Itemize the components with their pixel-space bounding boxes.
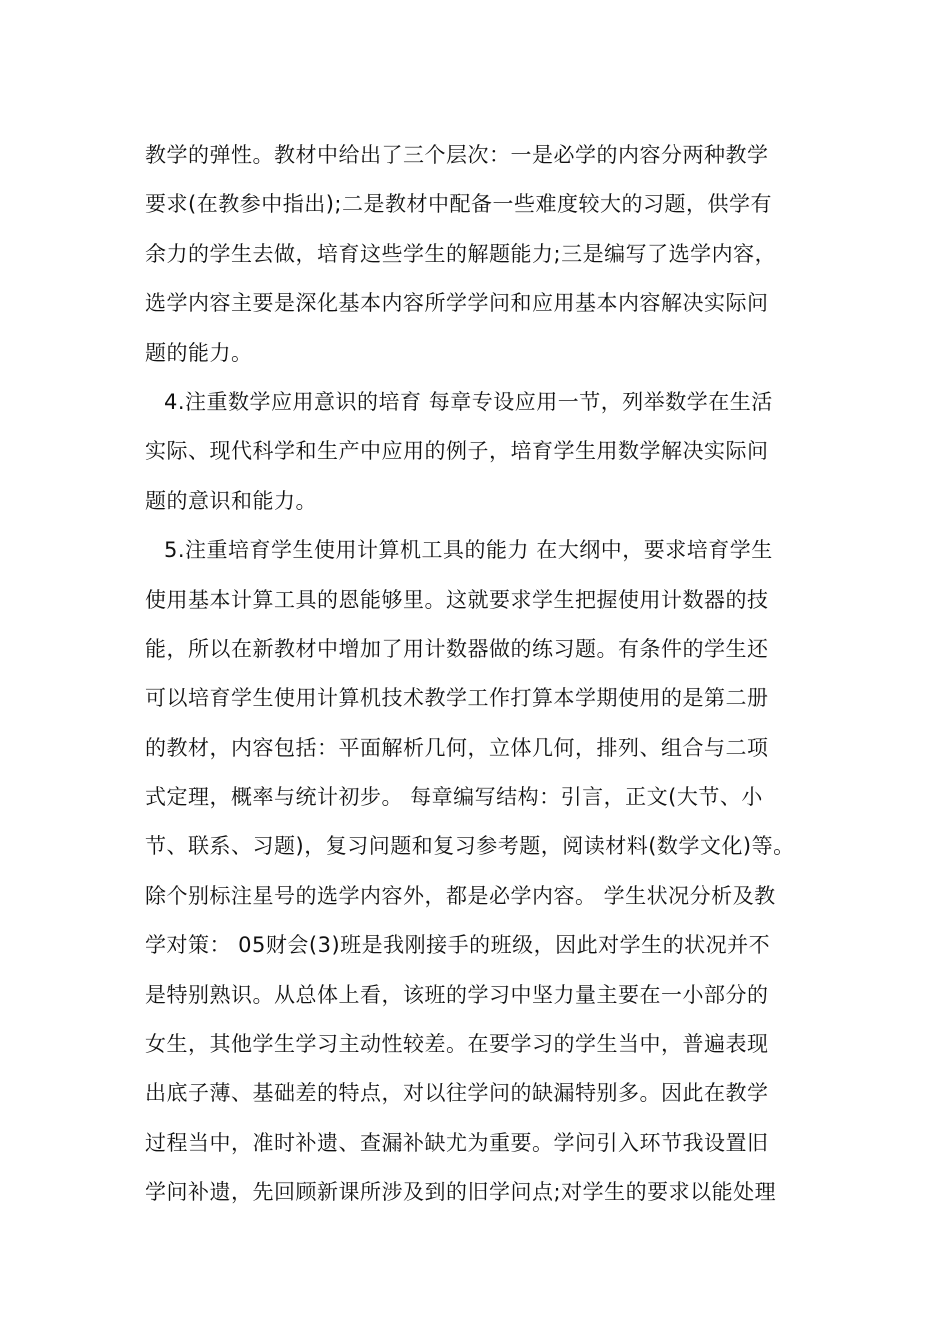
- text-line: 选学内容主要是深化基本内容所学学问和应用基本内容解决实际问: [145, 291, 769, 316]
- text-line: 5.注重培育学生使用计算机工具的能力 在大纲中，要求培育学生: [164, 538, 773, 563]
- text-line: 节、联系、习题)，复习问题和复习参考题，阅读材料(数学文化)等。: [145, 834, 795, 859]
- text-line: 除个别标注星号的选学内容外，都是必学内容。 学生状况分析及教: [145, 883, 776, 908]
- body-text: [145, 131, 825, 1218]
- text-line: 4.注重数学应用意识的培育 每章专设应用一节，列举数学在生活: [164, 389, 773, 414]
- text-line: 使用基本计算工具的恩能够里。这就要求学生把握使用计数器的技: [145, 587, 769, 612]
- text-line: 教学的弹性。教材中给出了三个层次：一是必学的内容分两种教学: [145, 143, 769, 167]
- text-line: 题的能力。: [145, 340, 253, 365]
- text-line: 实际、现代科学和生产中应用的例子，培育学生用数学解决实际问: [145, 439, 769, 464]
- text-line: 的教材，内容包括：平面解析几何，立体几何，排列、组合与二项: [145, 735, 769, 760]
- text-line: 是特别熟识。从总体上看，该班的学习中坚力量主要在一小部分的: [145, 982, 769, 1007]
- text-line: 可以培育学生使用计算机技术教学工作打算本学期使用的是第二册: [145, 686, 769, 711]
- text-line: 能，所以在新教材中增加了用计数器做的练习题。有条件的学生还: [145, 636, 769, 661]
- text-line: 式定理，概率与统计初步。 每章编写结构：引言，正文(大节、小: [145, 785, 763, 810]
- text-line: 要求(在教参中指出);二是教材中配备一些难度较大的习题，供学有: [145, 192, 772, 217]
- text-line: 余力的学生去做，培育这些学生的解题能力;三是编写了选学内容，: [145, 241, 777, 266]
- text-line: 过程当中，准时补遗、查漏补缺尤为重要。学问引入环节我设置旧: [145, 1130, 769, 1155]
- text-line: 学对策： 05财会(3)班是我刚接手的班级，因此对学生的状况并不: [145, 933, 771, 958]
- text-line: 女生，其他学生学习主动性较差。在要学习的学生当中，普遍表现: [145, 1032, 769, 1057]
- text-line: 出底子薄、基础差的特点，对以往学问的缺漏特别多。因此在教学: [145, 1081, 769, 1106]
- text-line: 学问补遗，先回顾新课所涉及到的旧学问点;对学生的要求以能处理: [145, 1180, 777, 1205]
- text-line: 题的意识和能力。: [145, 488, 317, 513]
